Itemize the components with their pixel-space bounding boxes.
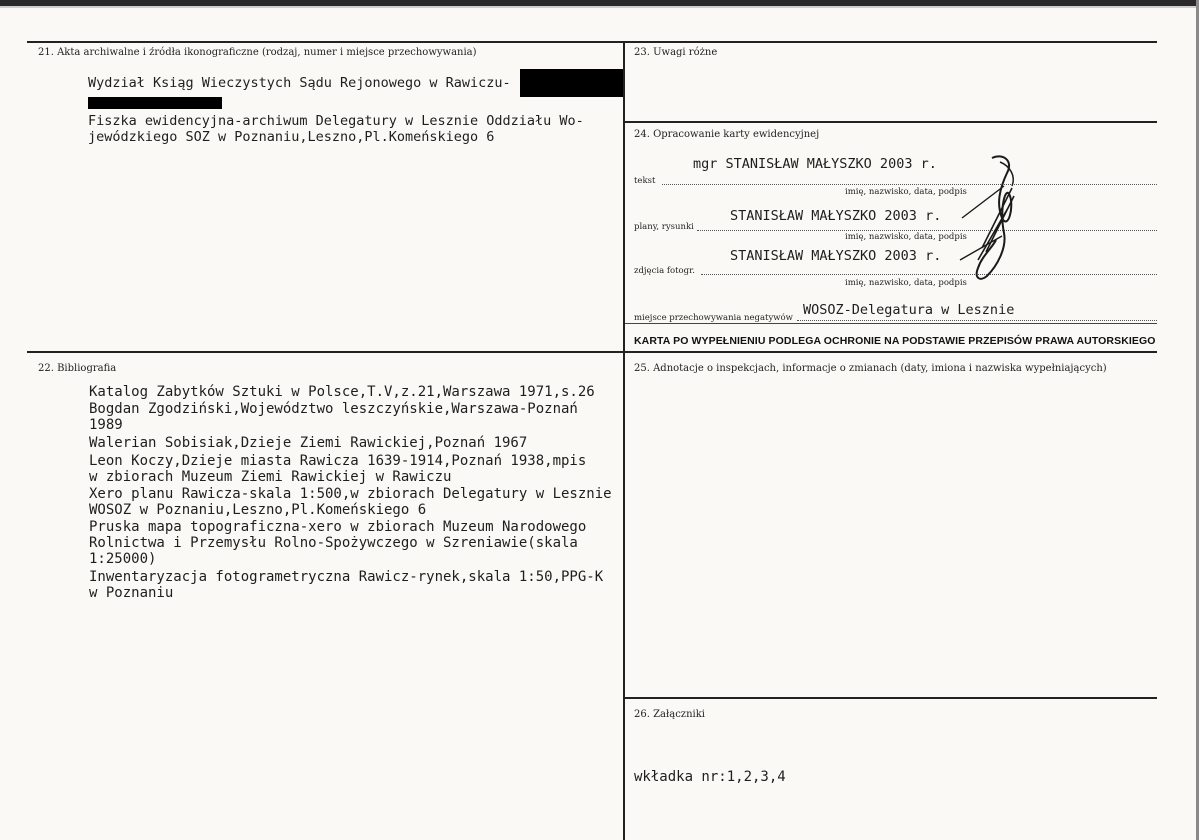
- author-plans-dotted-line: [697, 230, 1157, 231]
- section-21-label: 21. Akta archiwalne i źródła ikonograficzne (rodzaj, numer i miejsce przechowywania): [38, 47, 477, 58]
- copyright-rule: [625, 323, 1157, 324]
- bibliography-line-10: Rolnictwa i Przemysłu Rolno-Spożywczego w Szreniawie(skala: [89, 535, 578, 551]
- bibliography-line-3: 1989: [89, 417, 123, 433]
- negatives-dotted-line: [797, 320, 1157, 321]
- author-text-field-label: tekst: [634, 176, 656, 186]
- negatives-label: miejsce przechowywania negatywów: [634, 313, 793, 323]
- section-21-line-2: Fiszka ewidencyjna-archiwum Delegatury w Lesznie Oddziału Wo-: [88, 113, 584, 129]
- scan-edge-shadow: [0, 6, 1199, 8]
- bibliography-line-1: Katalog Zabytków Sztuki w Polsce,T.V,z.21,Warszawa 1971,s.26: [89, 384, 595, 400]
- author-text-caption: imię, nazwisko, data, podpis: [845, 187, 967, 197]
- center-divider: [623, 41, 625, 840]
- middle-rule: [27, 351, 1157, 353]
- author-plans-field-label: plany, rysunki: [634, 222, 694, 232]
- author-text-value: mgr STANISŁAW MAŁYSZKO 2003 r.: [693, 156, 937, 172]
- section-26-label: 26. Załączniki: [634, 709, 705, 720]
- section-21-line-1: Wydział Ksiąg Wieczystych Sądu Rejonowego w Rawiczu-: [88, 75, 511, 91]
- redaction-box-2: [88, 97, 222, 109]
- handwritten-signature: [952, 148, 1042, 288]
- section-21-line-3: jewódzkiego SOZ w Poznaniu,Leszno,Pl.Komeńskiego 6: [88, 129, 495, 145]
- author-text-dotted-line: [662, 184, 1157, 185]
- author-photos-value: STANISŁAW MAŁYSZKO 2003 r.: [730, 248, 942, 264]
- bibliography-line-6: w zbiorach Muzeum Ziemi Rawickiej w Rawiczu: [89, 469, 452, 485]
- section-24-label: 24. Opracowanie karty ewidencyjnej: [634, 129, 820, 140]
- negatives-value: WOSOZ-Delegatura w Lesznie: [803, 302, 1015, 318]
- section-25-label: 25. Adnotacje o inspekcjach, informacje o zmianach (daty, imiona i nazwiska wypełniających): [634, 363, 1107, 374]
- bibliography-line-13: w Poznaniu: [89, 585, 174, 601]
- attachments-value: wkładka nr:1,2,3,4: [634, 769, 786, 785]
- bibliography-line-2: Bogdan Zgodziński,Województwo leszczyńskie,Warszawa-Poznań: [89, 401, 578, 417]
- author-plans-caption: imię, nazwisko, data, podpis: [845, 232, 967, 242]
- redaction-box: [520, 69, 623, 97]
- section-23-label: 23. Uwagi różne: [634, 47, 718, 58]
- bibliography-line-9: Pruska mapa topograficzna-xero w zbiorach Muzeum Narodowego: [89, 519, 587, 535]
- author-plans-value: STANISŁAW MAŁYSZKO 2003 r.: [730, 208, 942, 224]
- right-rule-23-24: [625, 121, 1157, 123]
- bibliography-line-8: WOSOZ w Poznaniu,Leszno,Pl.Komeńskiego 6: [89, 502, 427, 518]
- copyright-note: KARTA PO WYPEŁNIENIU PODLEGA OCHRONIE NA PODSTAWIE PRZEPISÓW PRAWA AUTORSKIEGO: [634, 335, 1156, 347]
- bibliography-line-7: Xero planu Rawicza-skala 1:500,w zbiorach Delegatury w Lesznie: [89, 486, 612, 502]
- right-rule-25-26: [625, 697, 1157, 699]
- bibliography-line-11: 1:25000): [89, 551, 157, 567]
- author-photos-caption: imię, nazwisko, data, podpis: [845, 278, 967, 288]
- bibliography-line-12: Inwentaryzacja fotogrametryczna Rawicz-rynek,skala 1:50,PPG-K: [89, 569, 604, 585]
- author-photos-field-label: zdjęcia fotogr.: [634, 266, 695, 276]
- section-22-label: 22. Bibliografia: [38, 363, 117, 374]
- bibliography-line-4: Walerian Sobisiak,Dzieje Ziemi Rawickiej,Poznań 1967: [89, 435, 528, 451]
- top-rule: [27, 41, 1157, 43]
- author-photos-dotted-line: [701, 274, 1157, 275]
- bibliography-line-5: Leon Koczy,Dzieje miasta Rawicza 1639-1914,Poznań 1938,mpis: [89, 453, 587, 469]
